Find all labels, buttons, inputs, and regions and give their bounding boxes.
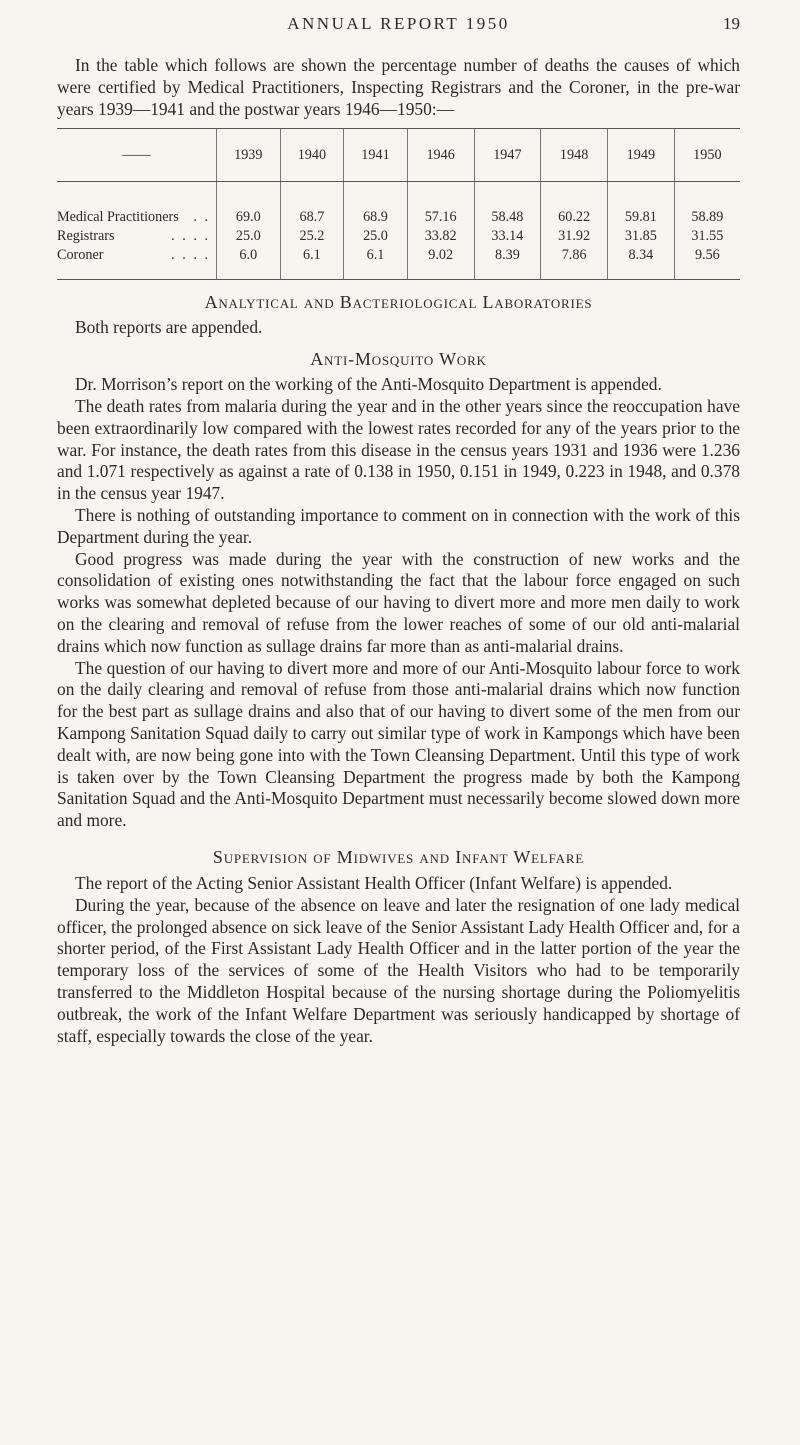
table-cell: 25.0 [217, 227, 281, 246]
row-label: Registrars [57, 228, 115, 245]
paragraph: The question of our having to divert more and more of our Anti-Mosquito labour force to work on the daily clearing and removal of refuse from those anti-malarial drains which now function for the best part as sullage drains and also that of our having to divert some of the men from our Kampong Sanitation Squad daily to carry out similar type of work in Kampongs which have been dealt with, are now being gone into with the Town Cleansing Department. Until this type of work is taken over by the Town Cleansing Department the progress made by both the Kampong Sanitation Squad and the Anti-Mosquito Department must necessarily become slowed down more and more. [57, 657, 740, 831]
row-label: Medical Practitioners [57, 209, 179, 226]
paragraph: Both reports are appended. [75, 317, 263, 338]
leader-dots: . . . . [171, 228, 210, 245]
section-heading-anti-mosquito [57, 349, 740, 370]
table-header-row [57, 129, 740, 182]
intro-paragraph: In the table which follows are shown the percentage number of deaths the causes of which were certified by Medical Practitioners, Inspecting Registrars and the Coroner, in the pre-war years 1939—1941 and the postwar years 1946—1950:— [57, 55, 740, 119]
page-number: 19 [723, 14, 740, 33]
row-label: Coroner [57, 247, 104, 264]
row-label-cell [57, 246, 217, 280]
table-row [57, 246, 740, 280]
table-cell: 68.9 [344, 182, 408, 228]
column-header: 1950 [674, 129, 740, 182]
section-heading-midwives [57, 847, 740, 868]
table-corner: —— [57, 129, 217, 182]
table-cell: 60.22 [541, 182, 608, 228]
table-cell: 68.7 [280, 182, 344, 228]
column-header: 1940 [280, 129, 344, 182]
page-content [57, 55, 740, 1047]
paragraph: During the year, because of the absence on leave and later the resignation of one lady medical officer, the prolonged absence on sick leave of the Senior Assistant Lady Health Officer and, for a shorter period, of the First Assistant Lady Health Officer and in the latter portion of the year the temporary loss of the services of some of the Health Visitors who had to be temporarily transferred to the Middleton Hospital because of the nursing shortage during the Poliomyelitis outbreak, the work of the Infant Welfare Department was seriously handicapped by shortage of staff, especially towards the close of the year. [57, 894, 740, 1046]
section-heading-laboratories [57, 292, 740, 313]
table-cell: 31.85 [607, 227, 674, 246]
paragraph: The report of the Acting Senior Assistant Health Officer (Infant Welfare) is appended. [75, 872, 673, 893]
table-cell: 31.92 [541, 227, 608, 246]
table-cell: 57.16 [407, 182, 474, 228]
column-header: 1946 [407, 129, 474, 182]
column-header: 1948 [541, 129, 608, 182]
row-label-cell [57, 227, 217, 246]
table-cell: 9.02 [407, 246, 474, 280]
section-heading-text: Analytical and Bacteriological Laboratories [204, 292, 593, 313]
row-label-cell [57, 182, 217, 228]
table-cell: 8.39 [474, 246, 541, 280]
section-heading-text: Anti-Mosquito Work [310, 349, 487, 370]
table-cell: 58.48 [474, 182, 541, 228]
table-cell: 6.0 [217, 246, 281, 280]
paragraph: The death rates from malaria during the year and in the other years since the reoccupation have been extraordinarily low compared with the lowest rates recorded for any of the years prior to the war. For instance, the death rates from this disease in the census years 1931 and 1936 were 1.236 and 1.071 respectively as against a rate of 0.138 in 1950, 0.151 in 1949, 0.223 in 1948, and 0.378 in the census year 1947. [57, 395, 740, 504]
section-heading-text: Supervision of Midwives and Infant Welfare [212, 846, 585, 867]
column-header: 1947 [474, 129, 541, 182]
running-title: ANNUAL REPORT 1950 [287, 14, 510, 33]
table-cell: 59.81 [607, 182, 674, 228]
table-cell: 58.89 [674, 182, 740, 228]
table-cell: 9.56 [674, 246, 740, 280]
table-cell: 33.82 [407, 227, 474, 246]
leader-dots: . . [193, 209, 210, 226]
table-cell: 6.1 [344, 246, 408, 280]
paragraph: Dr. Morrison’s report on the working of the Anti-Mosquito Department is appended. [75, 374, 662, 395]
column-header: 1941 [344, 129, 408, 182]
table-cell: 25.0 [344, 227, 408, 246]
column-header: 1939 [217, 129, 281, 182]
paragraph: There is nothing of outstanding importance to comment on in connection with the work of this Department during the year. [57, 504, 740, 547]
table-cell: 31.55 [674, 227, 740, 246]
death-certification-table [57, 128, 740, 280]
table-row [57, 182, 740, 228]
paragraph: Good progress was made during the year with the construction of new works and the consolidation of existing ones notwithstanding the fact that the labour force engaged on such works was somewhat depleted because of our having to divert more and more men daily to work on the clearing and removal of refuse from the lower reaches of some of our old anti-malarial drains which now function as sullage drains far more than as anti-malarial drains. [57, 548, 740, 656]
running-head [57, 14, 740, 38]
table-cell: 25.2 [280, 227, 344, 246]
table-cell: 6.1 [280, 246, 344, 280]
table-cell: 7.86 [541, 246, 608, 280]
table-row [57, 227, 740, 246]
table-cell: 8.34 [607, 246, 674, 280]
leader-dots: . . . . [171, 247, 210, 264]
table-cell: 69.0 [217, 182, 281, 228]
table-cell: 33.14 [474, 227, 541, 246]
column-header: 1949 [607, 129, 674, 182]
